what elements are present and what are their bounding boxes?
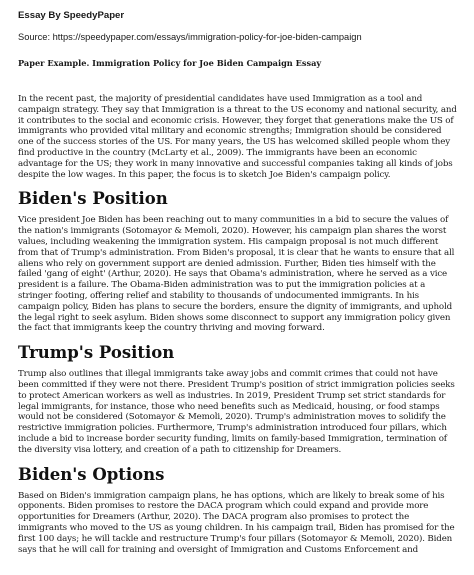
section-heading-trumps-position: Trump's Position xyxy=(18,343,175,363)
paper-title: Paper Example. Immigration Policy for Joe Biden Campaign Essay xyxy=(18,58,322,68)
section-body-trumps-position: Trump also outlines that illegal immigrants take away jobs and commit crimes that could not have been committed if they were not there. President Trump's position of strict immigration policies seeks to protect American workers as well as industries. In 2019, President Trump set strict standards for legal immigrants, for instance, those who need benefits such as Medicaid, housing, or food stamps would not be considered (Sotomayor & Memoli, 2020). Trump's administration moves to solidify the restrictive immigration policies. Furthermore, Trump's administration introduced four pillars, which include a bid to increase border security funding, limits on family-based Immigration, termination of the diversity visa lottery, and creation of a path to citizenship for Dreamers. xyxy=(18,369,455,455)
section-heading-bidens-position: Biden's Position xyxy=(18,189,168,209)
brand-line: Essay By SpeedyPaper xyxy=(18,10,125,21)
section-body-bidens-position: Vice president Joe Biden has been reaching out to many communities in a bid to secure the values of the nation's immigrants (Sotomayor & Memoli, 2020). However, his campaign plan shares the worst values, including weakening the immigration system. His campaign proposal is not much different from that of Trump's administration. From Biden's proposal, it is clear that he wants to ensure that all aliens who rely on government support are denied admission. Further, Biden ties himself with the failed 'gang of eight' (Arthur, 2020). He says that Obama's administration, where he served as a vice president is a failure. The Obama-Biden administration was to put the immigration policies at a stringer footing, offering relief and stability to thousands of undocumented immigrants. In his campaign policy, Biden has plans to secure the borders, ensure the dignity of immigrants, and uphold the legal right to seek asylum. Biden shows some disconnect to support any immigration policy given the fact that immigrants keep the country thriving and moving forward. xyxy=(18,215,455,334)
source-line: Source: https://speedypaper.com/essays/immigration-policy-for-joe-biden-campaign xyxy=(18,32,362,42)
section-heading-bidens-options: Biden's Options xyxy=(18,464,165,484)
intro-paragraph: In the recent past, the majority of presidential candidates have used Immigration as a tool and campaign strategy. They say that Immigration is a threat to the US economy and national security, and it contributes to the social and economic crisis. However, they forget that generations make the US of immigrants who provided vital military and economic strengths; Immigration should be considered one of the success stories of the US. For many years, the US has welcomed skilled people whom they find productive in the country (McLarty et al., 2009). The immigrants have been an economic advantage for the US; they work in many innovative and successful companies taking all kinds of jobs despite the low wages. In this paper, the focus is to sketch Joe Biden's campaign policy. xyxy=(18,94,457,180)
section-body-bidens-options: Based on Biden's immigration campaign plans, he has options, which are likely to break some of his opponents. Biden promises to restore the DACA program which could expand and provide more opportunities for Dreamers (Arthur, 2020). The DACA program also promises to protect the immigrants who moved to the US as young children. In his campaign trail, Biden has promised for the first 100 days; he will tackle and restructure Trump's four pillars (Sotomayor & Memoli, 2020). Biden says that he will call for training and oversight of Immigration and Customs Enforcement and xyxy=(18,490,455,555)
